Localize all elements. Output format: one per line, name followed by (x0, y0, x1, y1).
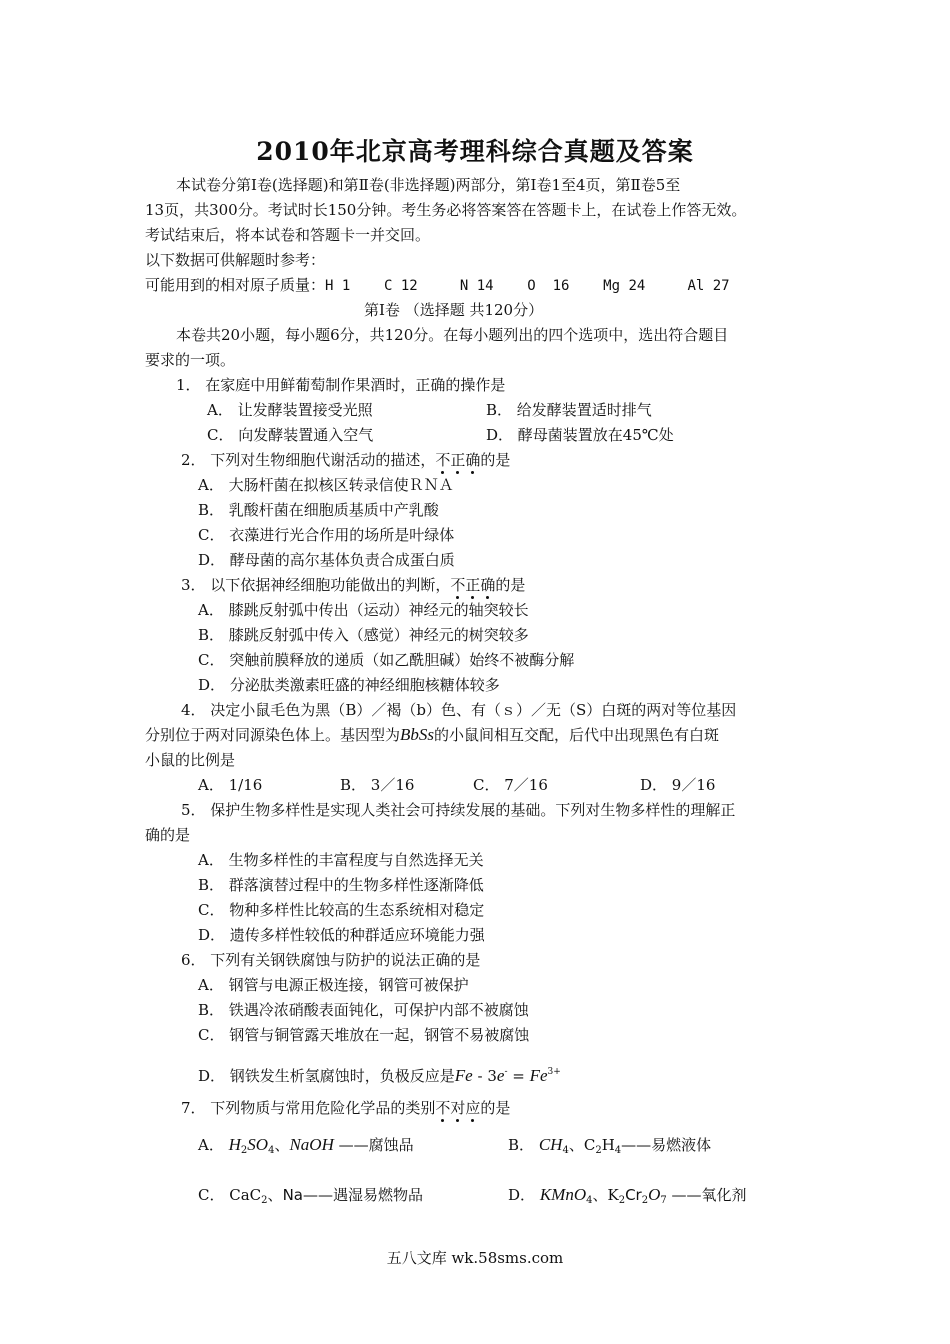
q1-stem: 1． 在家庭中用鲜葡萄制作果酒时，正确的操作是 (176, 376, 506, 394)
atomic-mass-values: H 1 C 12 N 14 O 16 Mg 24 Al 27 (325, 278, 730, 294)
atomic-mass-line (145, 273, 730, 298)
q7-b-c-sub: 2 (595, 1145, 602, 1156)
q7-option-c (198, 1183, 423, 1213)
intro-line-2: 13页，共300分。考试时长150分钟。考生务必将答案答在答题卡上，在试卷上作答无效。 (145, 201, 747, 219)
intro-line-1: 本试卷分第Ⅰ卷(选择题)和第Ⅱ卷(非选择题)两部分，第Ⅰ卷1至4页，第Ⅱ卷5至 (176, 176, 681, 194)
q7-a-h: H (228, 1135, 241, 1154)
q5-option-a: A． 生物多样性的丰富程度与自然选择无关 (198, 851, 484, 869)
q7-a-sep: 、 (274, 1136, 290, 1154)
q6-formula-minus: - 3 (472, 1067, 497, 1085)
q7-a-category: ——腐蚀品 (338, 1136, 414, 1154)
q7-c-na: Na (282, 1186, 303, 1204)
q6-formula-equals: = (507, 1067, 530, 1085)
q7-emphasis-1: 不 (435, 1099, 451, 1117)
intro-line-3: 考试结束后，将本试卷和答题卡一并交回。 (145, 226, 431, 244)
q7-d-cr: Cr (625, 1186, 642, 1204)
q7-d-k: K (607, 1186, 619, 1204)
q4-option-a: A． 1/16 (198, 776, 263, 794)
q4-line-2-end: 的小鼠间相互交配，后代中出现黑色有白斑 (434, 726, 720, 744)
q7-d-kmno-sub: 4 (586, 1195, 593, 1206)
q3-emphasis-3: 确 (480, 576, 496, 594)
page-title: 2010年北京高考理科综合真题及答案 (256, 137, 694, 166)
q5-option-d: D． 遗传多样性较低的种群适应环境能力强 (198, 926, 485, 944)
q3-option-a: A． 膝跳反射弧中传出（运动）神经元的轴突较长 (198, 601, 529, 619)
q3-option-b: B． 膝跳反射弧中传入（感觉）神经元的树突较多 (198, 626, 529, 644)
q3-option-c: C． 突触前膜释放的递质（如乙酰胆碱）始终不被酶分解 (198, 651, 575, 669)
q5-line-2: 确的是 (145, 826, 191, 844)
q2-option-b: B． 乳酸杆菌在细胞质基质中产乳酸 (198, 501, 439, 519)
q7-a-h-sub: 2 (240, 1145, 248, 1156)
q4-line-2 (145, 723, 719, 747)
part1-desc-1: 本卷共20小题，每小题6分，共120分。在每小题列出的四个选项中，选出符合题目 (176, 326, 729, 344)
q7-b-sep: 、 (568, 1136, 584, 1154)
q7-option-d (508, 1183, 747, 1213)
q6-formula-fe: Fe (454, 1066, 473, 1085)
q2-stem (181, 448, 510, 472)
q7-stem-text: 7． 下列物质与常用危险化学品的类别 (181, 1099, 436, 1117)
q3-stem-end: 的是 (495, 576, 526, 594)
q6-option-a: A． 钢管与电源正极连接，钢管可被保护 (198, 976, 469, 994)
q7-b-category: ——易燃液体 (621, 1136, 712, 1154)
q3-stem (181, 573, 525, 597)
q7-emphasis-3: 应 (465, 1099, 481, 1117)
q7-d-k-sub: 2 (618, 1195, 626, 1206)
q7-b-ch-sub: 4 (562, 1145, 569, 1156)
q6-formula-charge: 3+ (547, 1067, 561, 1077)
q2-option-a: A． 大肠杆菌在拟核区转录信使ＲＮＡ (198, 476, 454, 494)
q7-option-b (508, 1133, 711, 1163)
q7-c-cac-sub: 2 (261, 1195, 268, 1206)
q7-c-sep: 、 (267, 1186, 283, 1204)
q7-option-a (198, 1133, 414, 1163)
q6-formula-e-charge: - (504, 1067, 508, 1077)
q7-stem-end: 的是 (480, 1099, 511, 1117)
q7-b-ch: CH (538, 1135, 563, 1154)
q7-a-so-sub: 4 (268, 1145, 275, 1156)
q1-option-b: B． 给发酵装置适时排气 (486, 401, 652, 419)
q3-emphasis-2: 正 (465, 576, 481, 594)
q7-b-h-sub: 4 (614, 1145, 622, 1156)
q6-option-c: C． 钢管与铜管露天堆放在一起，钢管不易被腐蚀 (198, 1026, 530, 1044)
q6-formula-e: e (496, 1066, 505, 1085)
q1-option-a: A． 让发酵装置接受光照 (207, 401, 373, 419)
q2-stem-text: 2． 下列对生物细胞代谢活动的描述， (181, 451, 436, 469)
q7-d-o: O (648, 1185, 661, 1204)
q7-d-sep: 、 (592, 1186, 608, 1204)
q7-a-label: A． (198, 1136, 224, 1154)
q7-c-category: ——遇湿易燃物品 (302, 1186, 423, 1204)
q7-d-o-sub: 7 (660, 1195, 667, 1206)
q2-emphasis-2: 正 (450, 451, 466, 469)
q2-option-c: C． 衣藻进行光合作用的场所是叶绿体 (198, 526, 455, 544)
q6-option-b: B． 铁遇冷浓硝酸表面钝化，可保护内部不被腐蚀 (198, 1001, 529, 1019)
q7-d-cr-sub: 2 (641, 1195, 649, 1206)
q2-emphasis-1: 不 (435, 451, 451, 469)
q1-option-d: D． 酵母菌装置放在45℃处 (486, 426, 674, 444)
q7-b-label: B． (508, 1136, 535, 1154)
q7-b-c: C (583, 1136, 596, 1154)
q7-d-label: D． (508, 1186, 536, 1204)
q5-line-1: 5． 保护生物多样性是实现人类社会可持续发展的基础。下列对生物多样性的理解正 (181, 801, 736, 819)
q2-stem-end: 的是 (480, 451, 511, 469)
q7-c-cac: CaC (229, 1186, 262, 1204)
q6-formula-fe2: Fe (529, 1066, 548, 1085)
q5-option-b: B． 群落演替过程中的生物多样性逐渐降低 (198, 876, 484, 894)
part1-heading: 第Ⅰ卷 （选择题 共120分） (364, 301, 544, 319)
q6-option-d (198, 1060, 561, 1088)
q3-emphasis-1: 不 (450, 576, 466, 594)
q4-option-d: D． 9／16 (640, 776, 716, 794)
q3-stem-text: 3． 以下依据神经细胞功能做出的判断， (181, 576, 451, 594)
q4-line-1: 4． 决定小鼠毛色为黑（B）／褐（b）色、有（ｓ）／无（S）白斑的两对等位基因 (181, 701, 737, 719)
q6-option-d-text: D． 钢铁发生析氢腐蚀时，负极反应是 (198, 1067, 455, 1085)
q4-option-b: B． 3／16 (340, 776, 415, 794)
q3-option-d: D． 分泌肽类激素旺盛的神经细胞核糖体较多 (198, 676, 500, 694)
page-footer: 五八文库 wk.58sms.com (386, 1249, 564, 1267)
q7-d-category: ——氧化剂 (671, 1186, 747, 1204)
q4-option-c: C． 7／16 (473, 776, 548, 794)
q1-option-c: C． 向发酵装置通入空气 (207, 426, 374, 444)
q7-c-label: C． (198, 1186, 225, 1204)
part1-desc-2: 要求的一项。 (145, 351, 236, 369)
q6-stem: 6． 下列有关钢铁腐蚀与防护的说法正确的是 (181, 951, 481, 969)
q4-genotype: BbSs (400, 725, 435, 744)
q4-line-2-text: 分别位于两对同源染色体上。基因型为 (145, 726, 401, 744)
q7-a-naoh: NaOH (289, 1135, 334, 1154)
q4-line-3: 小鼠的比例是 (145, 751, 236, 769)
q2-option-d: D． 酵母菌的高尔基体负责合成蛋白质 (198, 551, 455, 569)
q7-stem (181, 1096, 510, 1120)
atomic-mass-label: 可能用到的相对原子质量： (145, 276, 326, 294)
q7-emphasis-2: 对 (450, 1099, 466, 1117)
intro-line-4: 以下数据可供解题时参考： (145, 251, 326, 269)
q7-b-h: H (601, 1136, 615, 1154)
q7-d-kmno: KMnO (539, 1185, 587, 1204)
q5-option-c: C． 物种多样性比较高的生态系统相对稳定 (198, 901, 485, 919)
q2-emphasis-3: 确 (465, 451, 481, 469)
q7-a-so: SO (247, 1135, 269, 1154)
